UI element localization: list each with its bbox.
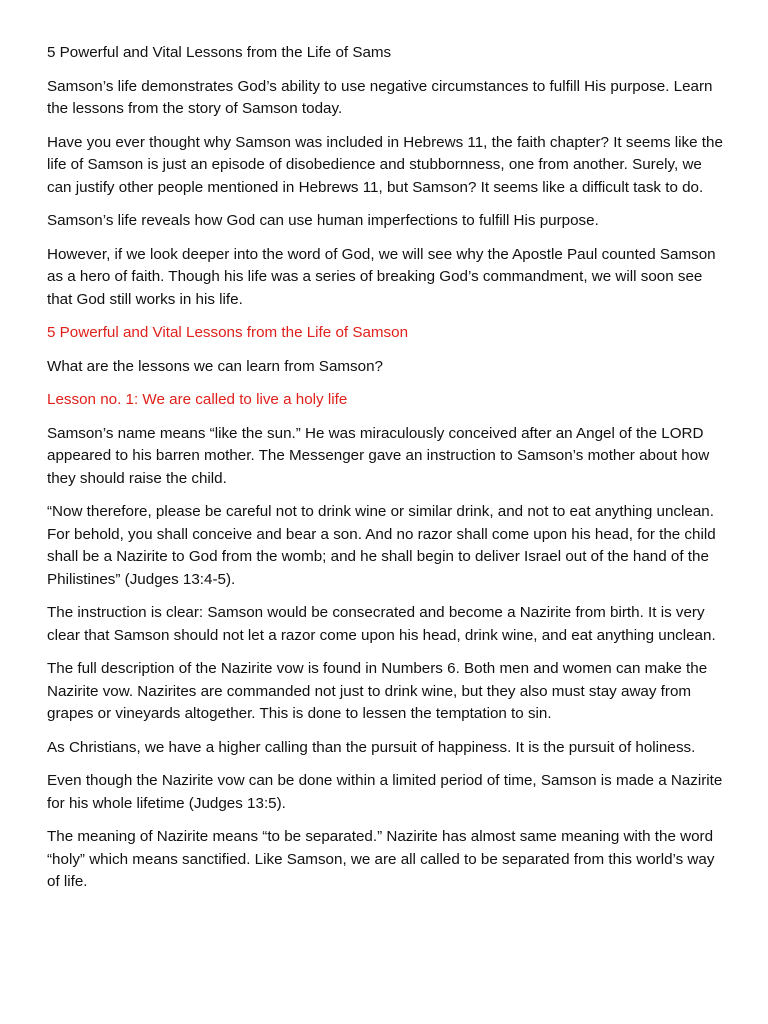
paragraph-nazirite-vow: The full description of the Nazirite vow is found in Numbers 6. Both men and women can make the Nazirite vow. Nazirites are commanded not just to drink wine, but they also must stay away from grapes or vineyards altogether. This is done to lessen the temptation to sin. [47, 660, 708, 722]
document-title: 5 Powerful and Vital Lessons from the Life of Sams [47, 44, 392, 61]
paragraph-holiness: As Christians, we have a higher calling than the pursuit of happiness. It is the pursuit of holiness. [47, 738, 696, 756]
section-heading: 5 Powerful and Vital Lessons from the Life of Samson [47, 324, 409, 341]
paragraph-name-meaning: Samson’s name means “like the sun.” He was miraculously conceived after an Angel of the LORD appeared to his barren mother. The Messenger gave an instruction to Samson’s mother about how they should raise the child. [47, 424, 710, 487]
paragraph-lifetime: Even though the Nazirite vow can be done within a limited period of time, Samson is made a Nazirite for his whole lifetime (Judges 13:5). [47, 772, 723, 812]
document-page [47, 42, 727, 905]
paragraph-hebrews: Have you ever thought why Samson was included in Hebrews 11, the faith chapter? It seems like the life of Samson is just an episode of disobedience and stubbornness, one from another. Surely, we can justify other people mentioned in Hebrews 11, but Samson? It seems like a difficult task to do. [47, 133, 723, 196]
paragraph-instruction: The instruction is clear: Samson would be consecrated and become a Nazirite from birth. It is very clear that Samson should not let a razor come upon his head, drink wine, and eat anything unclean. [47, 604, 716, 644]
paragraph-scripture-quote: “Now therefore, please be careful not to drink wine or similar drink, and not to eat anything unclean. For behold, you shall conceive and bear a son. And no razor shall come upon his head, for the child shall be a Nazirite to God from the womb; and he shall begin to deliver Israel out of the hand of the Philistines” (Judges 13:4-5). [47, 503, 716, 588]
section-intro: What are the lessons we can learn from Samson? [47, 357, 383, 375]
lesson-heading: Lesson no. 1: We are called to live a holy life [47, 391, 348, 408]
paragraph-separated: The meaning of Nazirite means “to be separated.” Nazirite has almost same meaning with the word “holy” which means sanctified. Like Samson, we are all called to be separated from this world’s way of life. [47, 828, 715, 890]
paragraph-intro: Samson’s life demonstrates God’s ability to use negative circumstances to fulfill His purpose. Learn the lessons from the story of Samson today. [47, 77, 713, 117]
paragraph-hero-of-faith: However, if we look deeper into the word of God, we will see why the Apostle Paul counted Samson as a hero of faith. Though his life was a series of breaking God’s commandment, we will soon see that God still works in his life. [47, 245, 716, 308]
paragraph-imperfections: Samson’s life reveals how God can use human imperfections to fulfill His purpose. [47, 212, 599, 229]
